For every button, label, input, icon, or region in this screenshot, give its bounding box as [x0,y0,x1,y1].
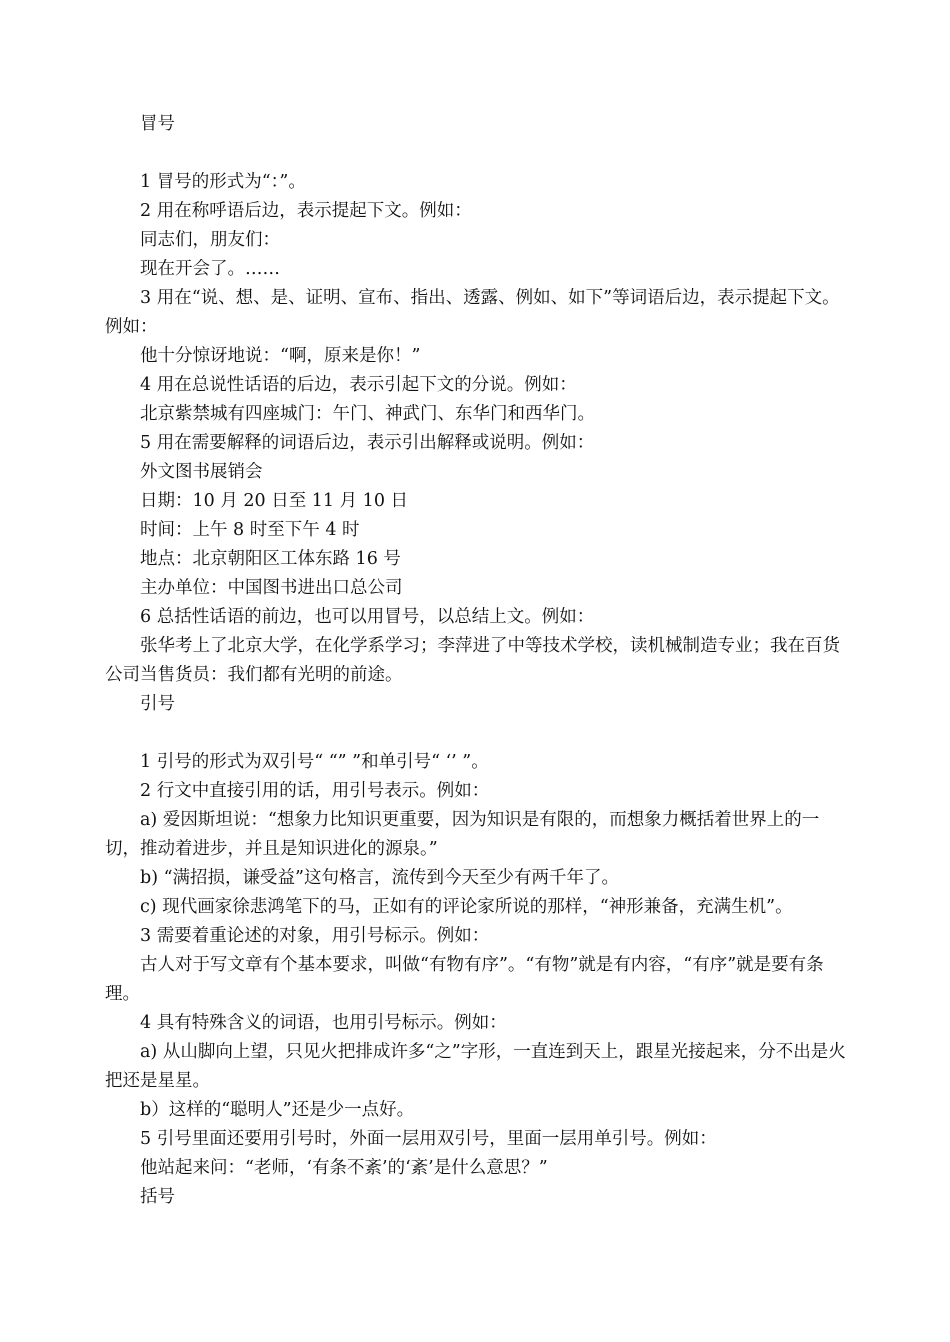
section-title-quotes: 引号 [140,694,175,714]
blank-line [105,139,850,168]
paragraph: 3 用在“说、想、是、证明、宣布、指出、透露、例如、如下”等词语后边，表示提起下文。例如： [105,288,840,337]
paragraph: 他站起来问：“老师，‘有条不紊’的‘紊’是什么意思？” [140,1158,548,1178]
paragraph: a) 爱因斯坦说：“想象力比知识更重要，因为知识是有限的，而想象力概括着世界上的一切，推动着进步，并且是知识进化的源泉。” [105,810,820,859]
paragraph: 北京紫禁城有四座城门：午门、神武门、东华门和西华门。 [140,404,595,424]
paragraph: 他十分惊讶地说：“啊，原来是你！” [140,346,421,366]
document-page [105,110,850,1212]
paragraph: 1 引号的形式为双引号“ “” ”和单引号“ ‘’ ”。 [140,752,489,772]
paragraph: 时间：上午 8 时至下午 4 时 [140,520,360,540]
paragraph: 古人对于写文章有个基本要求，叫做“有物有序”。“有物”就是有内容，“有序”就是要有条理。 [105,955,824,1004]
paragraph: 2 用在称呼语后边，表示提起下文。例如： [140,201,472,221]
paragraph: a) 从山脚向上望，只见火把排成许多“之”字形，一直连到天上，跟星光接起来，分不出是火把还是星星。 [105,1042,846,1091]
paragraph: 5 引号里面还要用引号时，外面一层用双引号，里面一层用单引号。例如： [140,1129,717,1149]
paragraph: 张华考上了北京大学，在化学系学习；李萍进了中等技术学校，读机械制造专业；我在百货公司当售货员：我们都有光明的前途。 [105,636,840,685]
blank-line [105,719,850,748]
paragraph: 地点：北京朝阳区工体东路 16 号 [140,549,401,569]
paragraph: 4 具有特殊含义的词语，也用引号标示。例如： [140,1013,507,1033]
section-title-brackets: 括号 [140,1187,175,1207]
paragraph: 外文图书展销会 [140,462,263,482]
paragraph: c) 现代画家徐悲鸿笔下的马，正如有的评论家所说的那样，“神形兼备，充满生机”。 [140,897,793,917]
paragraph: b）这样的“聪明人”还是少一点好。 [140,1100,415,1120]
paragraph: 日期：10 月 20 日至 11 月 10 日 [140,491,409,511]
section-title-colon: 冒号 [140,114,175,134]
paragraph: 2 行文中直接引用的话，用引号表示。例如： [140,781,490,801]
paragraph: b) “满招损，谦受益”这句格言，流传到今天至少有两千年了。 [140,868,619,888]
paragraph: 6 总括性话语的前边，也可以用冒号，以总结上文。例如： [140,607,595,627]
paragraph: 5 用在需要解释的词语后边，表示引出解释或说明。例如： [140,433,595,453]
paragraph: 主办单位：中国图书进出口总公司 [140,578,403,598]
paragraph: 3 需要着重论述的对象，用引号标示。例如： [140,926,490,946]
paragraph: 4 用在总说性话语的后边，表示引起下文的分说。例如： [140,375,577,395]
paragraph: 现在开会了。…… [140,259,280,279]
paragraph: 同志们，朋友们： [140,230,280,250]
paragraph: 1 冒号的形式为“：”。 [140,172,306,192]
